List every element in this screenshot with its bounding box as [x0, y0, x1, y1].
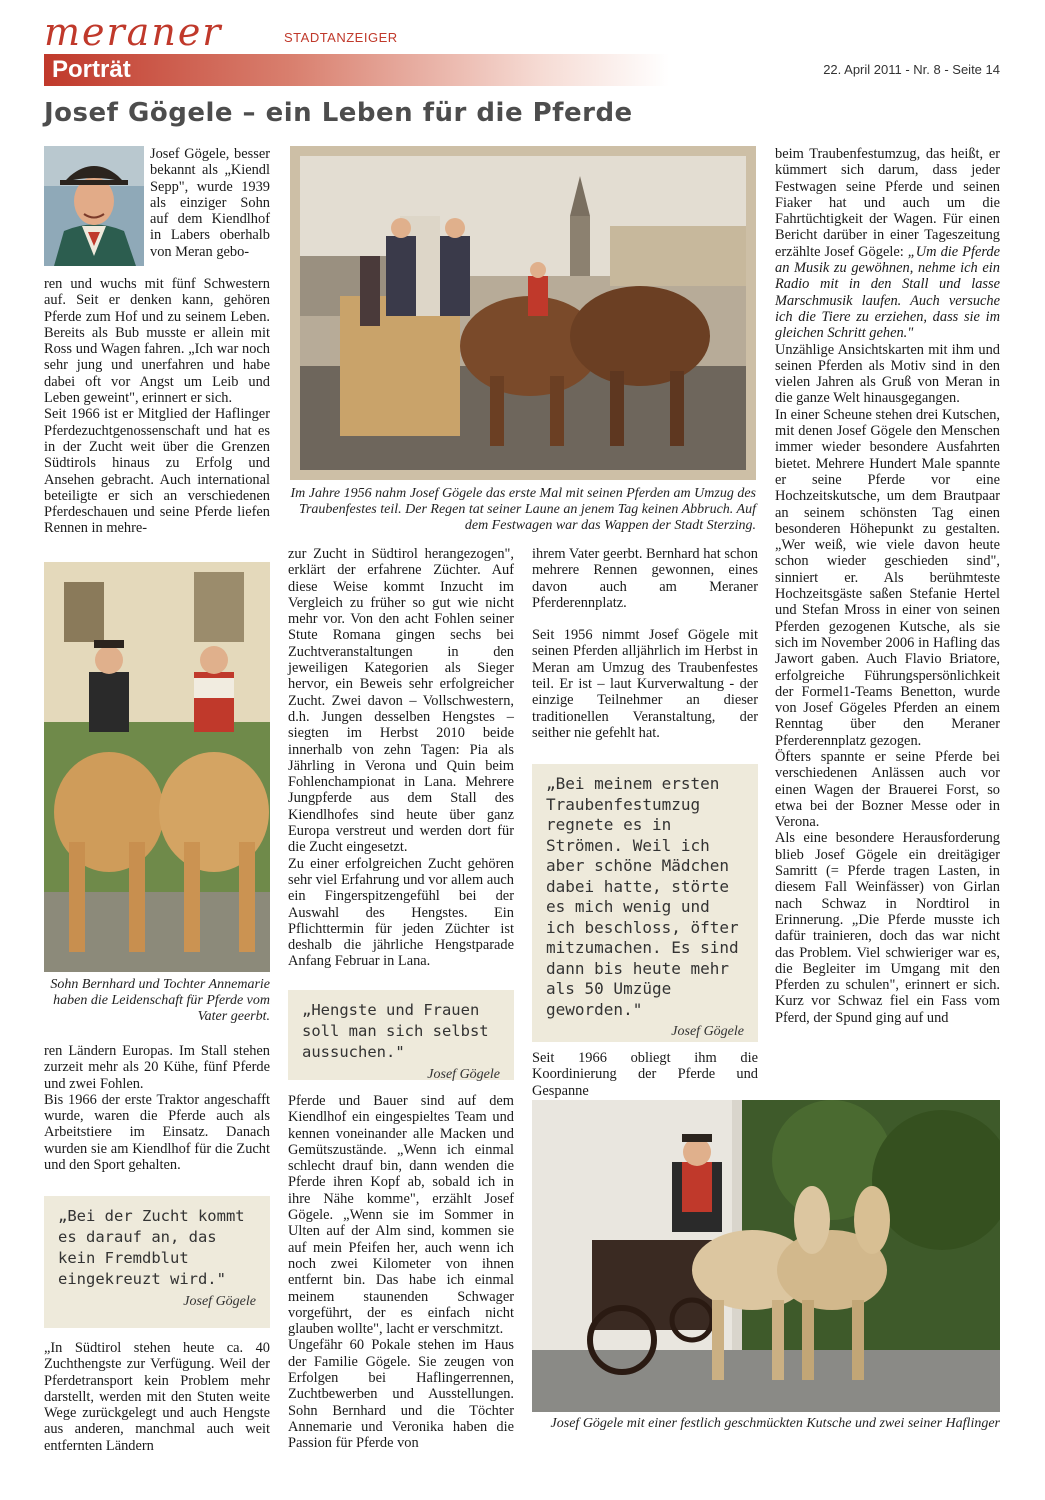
col3-body — [532, 546, 758, 741]
col4-paragraph-1-text: beim Traubenfestumzug, das heißt, er kümmert sich darum, dass jeder Festwagen seine Pferde und seinen Fiaker hat und auch um die Fahrtüchtigkeit der Wagen. Für einen Bericht darüber in einer Tageszeitung erzählte Josef Gögele: — [775, 146, 1000, 260]
col4-paragraph-5: Als eine besondere Herausforderung blieb Josef Gögele ein dreitägiger Samritt (= Pferde tragen Lasten, in diesem Fall Weinfässer) von Girlan nach Schwaz in Nordtirol in Erinnerung. „Die Pferde musste ich dafür trainieren, doch das war nicht das Problem. Viel schwieriger war es, die Begleiter im Umgang mit den Pferden zu schulen", erinnert er sich. Kurz vor Schwaz fiel ein Fass vom Pferd, der Spund ging auf und — [775, 830, 1000, 1026]
col2-paragraph-2: Zu einer erfolgreichen Zucht gehören sehr viel Erfahrung und vor allem auch ein Fingerspitzengefühl bei der Auswahl des Hengstes. Ein Pflichttermin für jeden Züchter ist deshalb die jährliche Hengstparade Anfang Februar in Lana. — [288, 855, 514, 970]
col2-body — [288, 546, 514, 970]
issue-info: 22. April 2011 - Nr. 8 - Seite 14 — [823, 62, 1000, 77]
parade-photo-caption: Im Jahre 1956 nahm Josef Gögele das erste Mal mit seinen Pferden am Umzug des Traubenfestes teil. Der Regen tat seiner Laune an jenem Tag keinen Abbruch. Auf dem Festwagen war das Wappen der Stadt Sterzing. — [290, 486, 756, 533]
section-bar — [44, 54, 669, 86]
col1-paragraph-3: ren Ländern Europas. Im Stall stehen zurzeit mehr als 20 Kühe, fünf Pferde und zwei Fohlen. — [44, 1043, 270, 1092]
quote-box-3 — [532, 764, 758, 1042]
col1-body-2 — [44, 1043, 270, 1173]
col1-intro-rest: ren und wuchs mit fünf Schwestern auf. Seit er denken kann, gehören Pferde zum Hof und zu seinem Leben. Bereits als Bub musste er allein mit Ross und Wagen fahren. „Ich war noch sehr jung und unerfahren und habe dabei oft vor Angst um Leib und Leben geweint", erinnert er sich. — [44, 276, 270, 407]
parade-photo — [290, 146, 756, 480]
children-horses-photo — [44, 562, 270, 972]
col3-paragraph-2: Seit 1956 nimmt Josef Gögele mit seinen Pferden alljährlich im Herbst in Meran am Umzug des Traubenfestes teil. Er ist – laut Kurverwaltung - der einzige Teilnehmer an dieser traditionellen Veranstaltung, der seither nie gefehlt hat. — [532, 627, 758, 741]
col2-paragraph-4: Ungefähr 60 Pokale stehen im Haus der Familie Gögele. Sie zeugen von Erfolgen bei Haflingerrennen, Zuchtbewerben und Ausstellungen. Sohn Bernhard und die Töchter Annemarie und Veronika haben die Passion für Pferde von — [288, 1337, 514, 1452]
quote-text: „Bei meinem ersten Traubenfestumzug regnete es in Strömen. Weil ich aber schöne Mädchen dabei hatte, störte es mich wenig und ich beschloss, öfter mitzumachen. Es sind dann bis heute mehr als 50 Umzüge geworden." — [546, 774, 739, 1019]
col4-paragraph-4: Öfters spannte er seine Pferde bei verschiedenen Anlässen auch vor einen Wagen der Brauerei Forst, so etwa bei der Bozner Messe oder in Verona. — [775, 748, 1000, 831]
col4-paragraph-1 — [775, 146, 1000, 342]
headline: Josef Gögele – ein Leben für die Pferde — [44, 98, 633, 128]
portrait-photo — [44, 146, 144, 266]
col1-paragraph-2: Seit 1966 ist er Mitglied der Haflinger Pferdezuchtgenossenschaft und hat es in der Zucht weit über die Grenzen Südtirols hinaus zu Erfolg und Ansehen gebracht. Auch international beteiligte er sich an verschiedenen Pferdeschauen und seine Pferde liefen Rennen in mehre- — [44, 406, 270, 537]
quote-author: Josef Gögele — [183, 1294, 256, 1309]
masthead-subtitle: STADTANZEIGER — [284, 30, 398, 45]
col2-paragraph-1: zur Zucht in Südtirol herangezogen", erklärt der erfahrene Züchter. Auf diese Weise kommt Inzucht im Vergleich zu früher so gut wie nicht mehr vor. Von den acht Fohlen seiner Stute Romana gingen sechs bei Zuchtveranstaltungen in den jeweiligen Kategorien als Sieger hervor, ein Beweis sehr erfolgreicher Zucht. Zwei davon – Vollschwestern, d.h. Jungen desselben Hengstes – siegten im Herbst 2010 beide innerhalb von zehn Tagen: Pia als Jährling in Verona und Quin beim Fohlenchampionat in Lana. Mehrere Jungpferde aus dem Stall des Kiendlhofes sind heute über ganz Europa verstreut und werden dort für die Zucht eingesetzt. — [288, 546, 514, 856]
col4-paragraph-2: Unzählige Ansichtskarten mit ihm und seinen Pferden als Motiv sind in den vielen Jahren als Gruß von Meran in die ganze Welt hinausgegangen. — [775, 341, 1000, 407]
masthead-logo: meraner — [44, 10, 223, 54]
quote-author: Josef Gögele — [671, 1024, 744, 1039]
quote-text: „Hengste und Frauen soll man sich selbst aussuchen." — [302, 1001, 489, 1061]
quote-text: „Bei der Zucht kommt es darauf an, das kein Fremdblut eingekreuzt wird." — [58, 1207, 245, 1288]
col3-paragraph-3: Seit 1966 obliegt ihm die Koordinierung der Pferde und Gespanne — [532, 1050, 758, 1099]
children-photo-caption: Sohn Bernhard und Tochter Annemarie haben die Leidenschaft für Pferde vom Vater geerbt. — [50, 977, 270, 1024]
col4-body — [775, 146, 1000, 1026]
col2-paragraph-3: Pferde und Bauer sind auf dem Kiendlhof ein eingespieltes Team und kennen voneinander alle Macken und Gemütszustände. „Wenn ich einmal schlecht drauf bin, dann wenden die Pferde ihren Kopf ab, sobald ich in ihre Nähe komme", erzählt Josef Gögele. „Wenn sie im Sommer in Ulten auf der Alm sind, kommen sie auf mein Pfeifen her, auch wenn ich noch zwei Kilometer von ihnen entfernt bin. Das habe ich einmal meinem staunenden Schwager vorgeführt, der es einfach nicht glauben wollte", lacht er verschmitzt. — [288, 1093, 514, 1338]
quote-author: Josef Gögele — [427, 1067, 500, 1082]
col1-intro-wrap: Josef Gögele, besser bekannt als „Kiendl Sepp", wurde 1939 als einziger Sohn auf dem Kiendlhof in Labers oberhalb von Meran gebo- — [150, 146, 270, 260]
masthead — [44, 10, 398, 54]
col1-body — [44, 276, 270, 537]
col4-paragraph-3: In einer Scheune stehen drei Kutschen, mit denen Josef Gögele den Menschen immer wieder besondere Ausfahrten bietet. Mehrere Hundert Male spannte er seine Pferde vor eine Hochzeitskutsche, um dem Brautpaar an seinem schönsten Tag einen besonderen Höhepunkt zu gestalten. „Wer weiß, wie viele davon heute schon wieder geschieden sind", sinniert er. Als berühmteste Hochzeitsgäste saßen Stefanie Hertel und Stefan Mross in einer von seinen Pferden gezogenen Kutsche, als sie sich im November 2006 in Hafling das Jawort gaben. Auch Flavio Briatore, erfolgreiche Führungspersönlichkeit der Formel1-Teams Benetton, wurde von Josef Gögeles Pferden an einem Renntag über den Meraner Pferderennplatz gezogen. — [775, 406, 1000, 749]
quote-box-1 — [44, 1196, 270, 1328]
quote-box-2 — [288, 990, 514, 1080]
col1-paragraph-5: „In Südtirol stehen heute ca. 40 Zuchthengste zur Verfügung. Weil der Pferdetransport kein Problem mehr darstellt, werden mit den Stuten weite Wege zurückgelegt und auch Hengste aus anderen, manchmal auch weit entfernten Ländern — [44, 1340, 270, 1454]
col1-paragraph-4: Bis 1966 der erste Traktor angeschafft wurde, waren die Pferde auch als Arbeitstiere im Einsatz. Danach wurden sie am Kiendlhof für die Zucht und den Sport gehalten. — [44, 1091, 270, 1174]
carriage-photo-caption: Josef Gögele mit einer festlich geschmückten Kutsche und zwei seiner Haflinger — [550, 1416, 1000, 1431]
section-label: Porträt — [52, 56, 131, 83]
col3-paragraph-1: ihrem Vater geerbt. Bernhard hat schon mehrere Rennen gewonnen, eines davon auch am Meraner Pferderennplatz. — [532, 546, 758, 611]
carriage-photo — [532, 1100, 1000, 1412]
col4-paragraph-1-quote: „Um die Pferde an Musik zu gewöhnen, nehme ich ein Radio mit in den Stall und lasse Marschmusik laufen. Auch versuche ich die Tiere zu erziehen, dass sie im gleichen Schritt gehen." — [775, 243, 1000, 342]
col2-body-2 — [288, 1093, 514, 1452]
